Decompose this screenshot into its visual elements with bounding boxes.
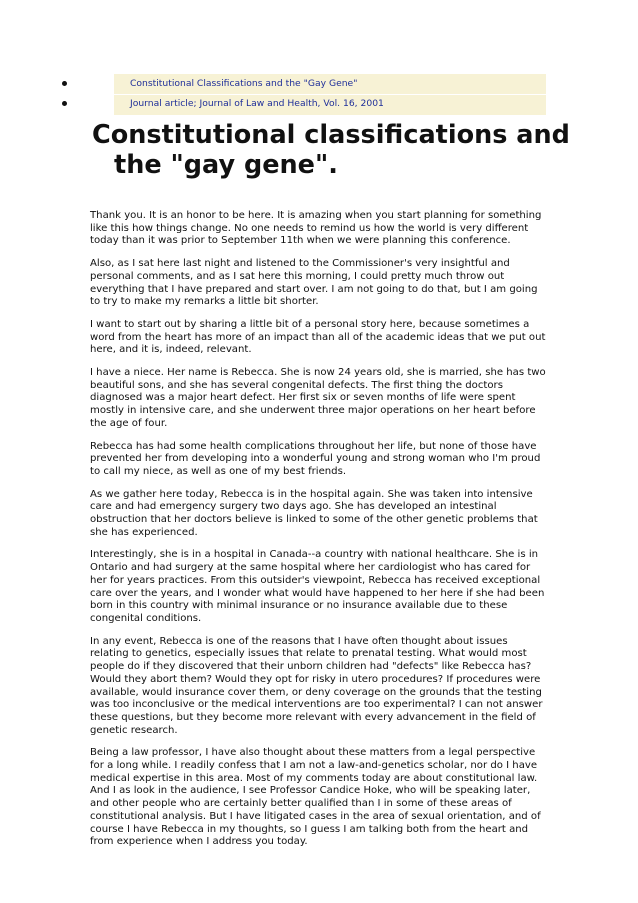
article-title: Constitutional classifications and the "gay gene". bbox=[92, 120, 570, 180]
paragraph: Interestingly, she is in a hospital in Canada--a country with national healthcare. She is in Ontario and had surgery at the same hospital where her cardiologist who has cared for her for years practices. From this outsider's viewpoint, Rebecca has received exceptional care over the years, and I wonder what would have happened to her here if she had been born in this country with minimal insurance or no insurance available due to these congenital conditions. bbox=[90, 549, 545, 624]
header-link-list bbox=[58, 74, 546, 114]
bullet-icon bbox=[62, 101, 67, 106]
paragraph: As we gather here today, Rebecca is in the hospital again. She was taken into intensive care and had emergency surgery two days ago. She has developed an intestinal obstruction that her doctors believe is linked to some of the other genetic problems that she has experienced. bbox=[90, 488, 538, 538]
paragraph: I have a niece. Her name is Rebecca. She is now 24 years old, she is married, she has two beautiful sons, and she has several congenital defects. The first thing the doctors diagnosed was a major heart defect. Her first six or seven months of life were spent mostly in intensive care, and she underwent three major operations on her heart before the age of four. bbox=[90, 367, 546, 429]
paragraph: I want to start out by sharing a little bit of a personal story here, because sometimes a word from the heart has more of an impact than all of the academic ideas that we put out here, and it is, indeed, relevant. bbox=[90, 318, 546, 356]
article-title-link[interactable]: Constitutional Classifications and the "Gay Gene" bbox=[130, 78, 358, 89]
paragraph: Also, as I sat here last night and listened to the Commissioner's very insightful and personal comments, and as I sat here this morning, I could pretty much throw out everything that I have prepared and start over. I am not going to do that, but I am going to try to make my remarks a little bit shorter. bbox=[90, 258, 538, 308]
header-link-item bbox=[58, 74, 546, 94]
article-body bbox=[90, 210, 548, 859]
paragraph: Rebecca has had some health complications throughout her life, but none of those have prevented her from developing into a wonderful young and strong woman who I'm proud to call my niece, as well as one of my best friends. bbox=[90, 440, 541, 477]
paragraph: Being a law professor, I have also thought about these matters from a legal perspective for a long while. I readily confess that I am not a law-and-genetics scholar, nor do I have medical expertise in this area. Most of my comments today are about constitutional law. And I as look in the audience, I see Professor Candice Hoke, who will be speaking later, and other people who are certainly better qualified than I in some of these areas of constitutional analysis. But I have litigated cases in the area of sexual orientation, and of course I have Rebecca in my thoughts, so I guess I am talking both from the heart and from experience when I address you today. bbox=[90, 747, 541, 848]
paragraph: Thank you. It is an honor to be here. It is amazing when you start planning for something like this how things change. No one needs to remind us how the world is very different today than it was prior to September 11th when we were planning this conference. bbox=[90, 210, 542, 247]
journal-info-link[interactable]: Journal article; Journal of Law and Health, Vol. 16, 2001 bbox=[130, 98, 384, 109]
header-link-item bbox=[58, 94, 546, 114]
paragraph: In any event, Rebecca is one of the reasons that I have often thought about issues relating to genetics, especially issues that relate to prenatal testing. What would most people do if they discovered that their unborn children had "defects" like Rebecca has? Would they abort them? Would they opt for risky in utero procedures? If procedures were available, would insurance cover them, or deny coverage on the grounds that the testing was too inconclusive or the medical interventions are too experimental? I can not answer these questions, but they become more relevant with every advancement in the field of genetic research. bbox=[90, 635, 543, 736]
bullet-icon bbox=[62, 81, 67, 86]
